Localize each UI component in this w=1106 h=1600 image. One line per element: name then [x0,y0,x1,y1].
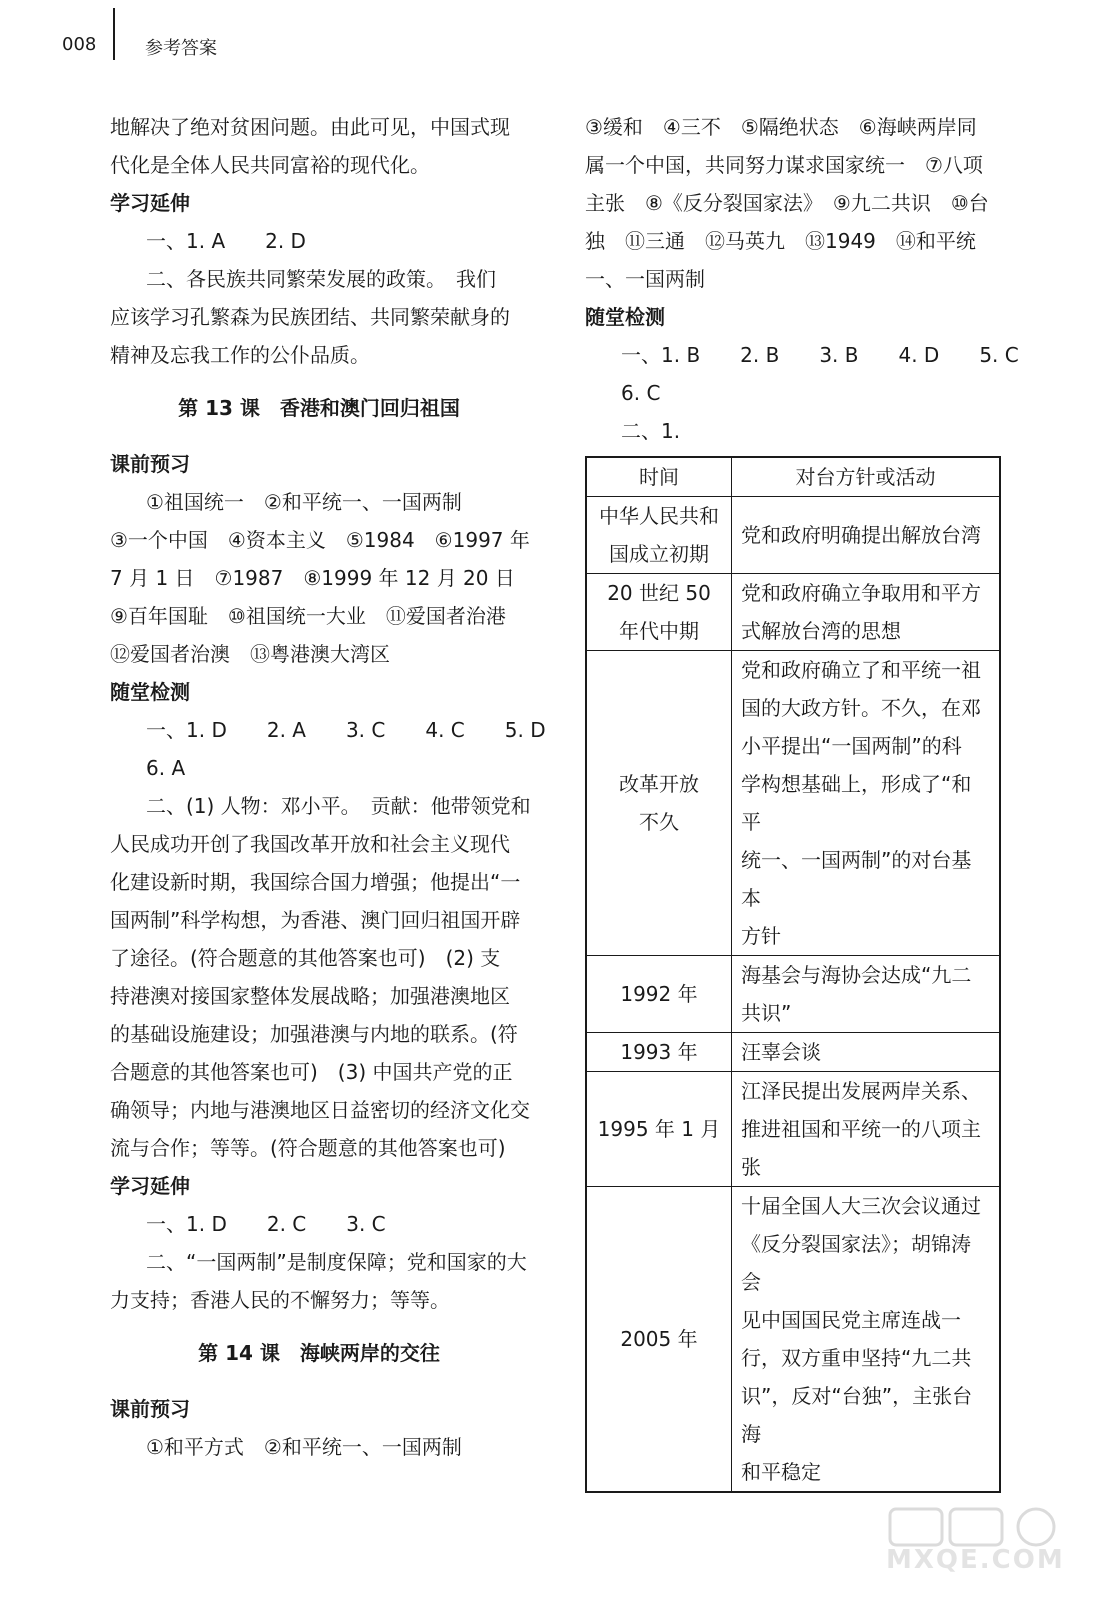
section-heading: 随堂检测 [585,305,665,329]
watermark-text: MXQE.COM [886,1545,1065,1575]
table-cell-event [732,497,1001,574]
page-number: 008 [62,34,97,55]
section-heading: 随堂检测 [110,680,190,704]
cell-line: 《反分裂国家法》；胡锦涛会 [741,1232,971,1294]
cell-line: 十届全国人大三次会议通过 [741,1194,981,1218]
header-title: 参考答案 [145,38,217,59]
text-line: ③一个中国 ④资本主义 ⑤1984 ⑥1997 年 [110,528,530,552]
section-heading: 课前预习 [110,452,190,476]
cell-line: 中华人民共和 [599,504,719,528]
table-row [586,574,1000,651]
section-heading: 学习延伸 [110,1174,190,1198]
table-cell-event [732,651,1001,956]
text-line: 主张 ⑧《反分裂国家法》 ⑨九二共识 ⑩台 [585,191,989,215]
table-cell-event [732,1072,1001,1187]
lesson-title: 第 13 课 香港和澳门回归祖国 [178,396,460,420]
cell-line: 式解放台湾的思想 [741,619,901,643]
text-line: 6. C [621,381,661,405]
text-line: ①祖国统一 ②和平统一、一国两制 [146,490,462,514]
cell-line: 识”，反对“台独”，主张台海 [741,1384,973,1446]
cell-line: 张 [741,1155,761,1179]
text-line: 人民成功开创了我国改革开放和社会主义现代 [110,832,510,856]
text-line: 化建设新时期，我国综合国力增强；他提出“一 [110,870,521,894]
cell-line: 党和政府明确提出解放台湾 [741,523,981,547]
cell-line: 汪辜会谈 [741,1040,821,1064]
text-line: 力支持；香港人民的不懈努力；等等。 [110,1288,450,1312]
text-line: ⑨百年国耻 ⑩祖国统一大业 ⑪爱国者治港 [110,604,506,628]
right-column [585,108,1019,1493]
cell-line: 2005 年 [620,1327,698,1351]
text-line: 的基础设施建设；加强港澳与内地的联系。(符 [110,1022,518,1046]
text-line: ⑫爱国者治澳 ⑬粤港澳大湾区 [110,642,390,666]
table-cell-event [732,1033,1001,1072]
table-header-row [586,457,1000,497]
header-divider [113,8,115,60]
text-line: 应该学习孔繁森为民族团结、共同繁荣献身的 [110,305,510,329]
table-row [586,497,1000,574]
table-cell-time [586,1187,732,1493]
text-line: 6. A [146,756,186,780]
cell-line: 小平提出“一国两制”的科 [741,734,962,758]
text-line: 二、“一国两制”是制度保障；党和国家的大 [146,1250,527,1274]
cell-line: 学构想基础上，形成了“和平 [741,772,972,834]
cell-line: 海基会与海协会达成“九二 [741,963,972,987]
cell-line: 国成立初期 [609,542,709,566]
table-row [586,1072,1000,1187]
answer-table [585,456,1001,1493]
text-line: 精神及忘我工作的公仆品质。 [110,343,370,367]
cell-line: 方针 [741,924,781,948]
cell-line: 年代中期 [619,619,699,643]
cell-line: 党和政府确立争取用和平方 [741,581,981,605]
table-row [586,1033,1000,1072]
cell-line: 见中国国民党主席连战一 [741,1308,961,1332]
text-line: 二、各民族共同繁荣发展的政策。 我们 [146,267,496,291]
watermark-logo-icon [886,1505,1066,1549]
lesson-title: 第 14 课 海峡两岸的交往 [198,1341,440,1365]
text-line: 流与合作；等等。(符合题意的其他答案也可) [110,1136,506,1160]
text-line: 地解决了绝对贫困问题。由此可见，中国式现 [110,115,510,139]
text-line: 合题意的其他答案也可) (3) 中国共产党的正 [110,1060,513,1084]
cell-line: 国的大政方针。不久，在邓 [741,696,981,720]
table-header-time: 时间 [586,457,732,497]
left-column [110,108,546,1466]
cell-line: 行，双方重申坚持“九二共 [741,1346,972,1370]
cell-line: 共识” [741,1001,792,1025]
text-line: 二、1. [621,419,681,443]
table-header-event: 对台方针或活动 [732,457,1001,497]
table-cell-time [586,1033,732,1072]
right-column-text [585,108,1019,450]
table-row [586,956,1000,1033]
text-line: 一、1. D 2. A 3. C 4. C 5. D [146,718,546,742]
text-line: 属一个中国，共同努力谋求国家统一 ⑦八项 [585,153,983,177]
text-line: 一、1. D 2. C 3. C [146,1212,386,1236]
table-cell-event [732,956,1001,1033]
site-watermark [886,1505,1066,1575]
cell-line: 20 世纪 50 [607,581,711,605]
text-line: 持港澳对接国家整体发展战略；加强港澳地区 [110,984,510,1008]
cell-line: 1992 年 [620,982,698,1006]
table-cell-time [586,956,732,1033]
cell-line: 改革开放 [619,772,699,796]
cell-line: 统一、一国两制”的对台基本 [741,848,972,910]
table-cell-time [586,497,732,574]
text-line: 独 ⑪三通 ⑫马英九 ⑬1949 ⑭和平统 [585,229,976,253]
text-line: 确领导；内地与港澳地区日益密切的经济文化交 [110,1098,530,1122]
table-cell-event [732,574,1001,651]
table-cell-time [586,1072,732,1187]
text-line: 了途径。(符合题意的其他答案也可) (2) 支 [110,946,501,970]
cell-line: 1995 年 1 月 [597,1117,721,1141]
text-line: 一、1. B 2. B 3. B 4. D 5. C [621,343,1019,367]
cell-line: 推进祖国和平统一的八项主 [741,1117,981,1141]
table-row [586,651,1000,956]
text-line: 一、一国两制 [585,267,705,291]
section-heading: 课前预习 [110,1397,190,1421]
cell-line: 1993 年 [620,1040,698,1064]
cell-line: 和平稳定 [741,1460,821,1484]
text-line: 国两制”科学构想，为香港、澳门回归祖国开辟 [110,908,521,932]
cell-line: 江泽民提出发展两岸关系、 [741,1079,981,1103]
text-line: 二、(1) 人物：邓小平。 贡献：他带领党和 [146,794,531,818]
section-heading: 学习延伸 [110,191,190,215]
table-row [586,1187,1000,1493]
text-line: 7 月 1 日 ⑦1987 ⑧1999 年 12 月 20 日 [110,566,515,590]
cell-line: 不久 [639,810,679,834]
page-header [0,0,1106,80]
text-line: ①和平方式 ②和平统一、一国两制 [146,1435,462,1459]
table-cell-event [732,1187,1001,1493]
text-line: 代化是全体人民共同富裕的现代化。 [110,153,430,177]
table-cell-time [586,574,732,651]
cell-line: 党和政府确立了和平统一祖 [741,658,981,682]
text-line: 一、1. A 2. D [146,229,306,253]
text-line: ③缓和 ④三不 ⑤隔绝状态 ⑥海峡两岸同 [585,115,977,139]
table-cell-time [586,651,732,956]
